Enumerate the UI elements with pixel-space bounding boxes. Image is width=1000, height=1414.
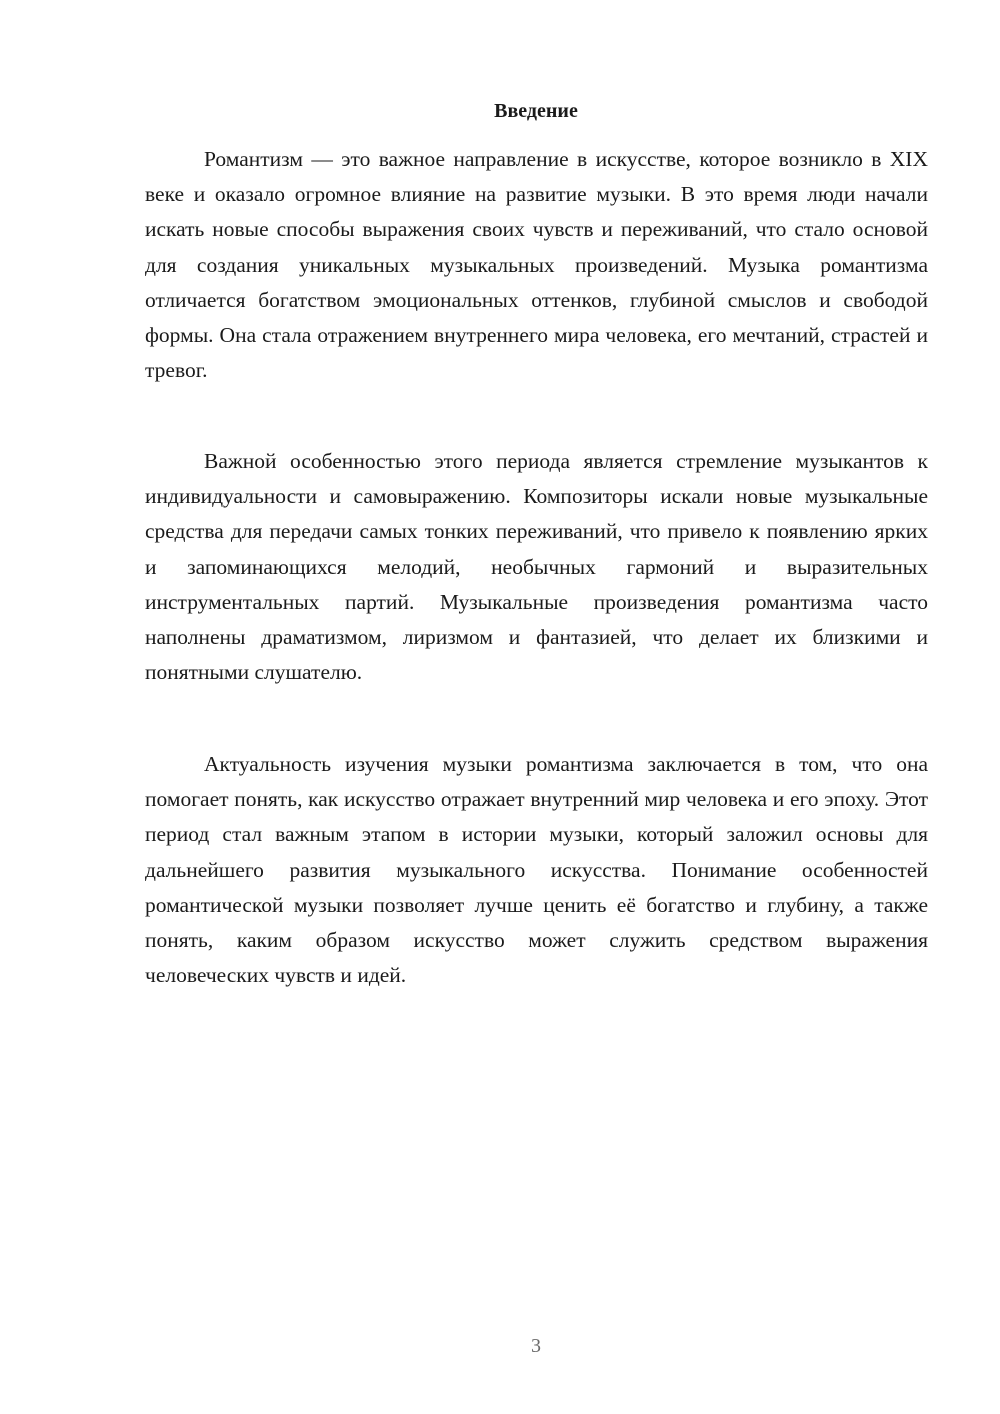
paragraph-1: Романтизм — это важное направление в искусстве, которое возникло в XIX веке и оказало огромное влияние на развитие музыки. В это время люди начали искать новые способы выражения своих чувств и переживаний, что стало основой для создания уникальных музыкальных произведений. Музыка романтизма отличается богатством эмоциональных оттенков, глубиной смыслов и свободой формы. Она стала отражением внутреннего мира человека, его мечтаний, страстей и тревог. [145, 147, 928, 383]
paragraph-3: Актуальность изучения музыки романтизма заключается в том, что она помогает понять, как искусство отражает внутренний мир человека и его эпоху. Этот период стал важным этапом в истории музыки, который заложил основы для дальнейшего развития музыкального искусства. Понимание особенностей романтической музыки позволяет лучше ценить её богатство и глубину, а также понять, каким образом искусство может служить средством выражения человеческих чувств и идей. [145, 752, 928, 988]
page-title: Введение [494, 100, 578, 122]
paragraph-2: Важной особенностью этого периода является стремление музыкантов к индивидуальности и самовыражению. Композиторы искали новые музыкальные средства для передачи самых тонких переживаний, что привело к появлению ярких и запоминающихся мелодий, необычных гармоний и выразительных инструментальных партий. Музыкальные произведения романтизма часто наполнены драматизмом, лиризмом и фантазией, что делает их близкими и понятными слушателю. [145, 449, 928, 685]
page-number: 3 [531, 1335, 541, 1357]
